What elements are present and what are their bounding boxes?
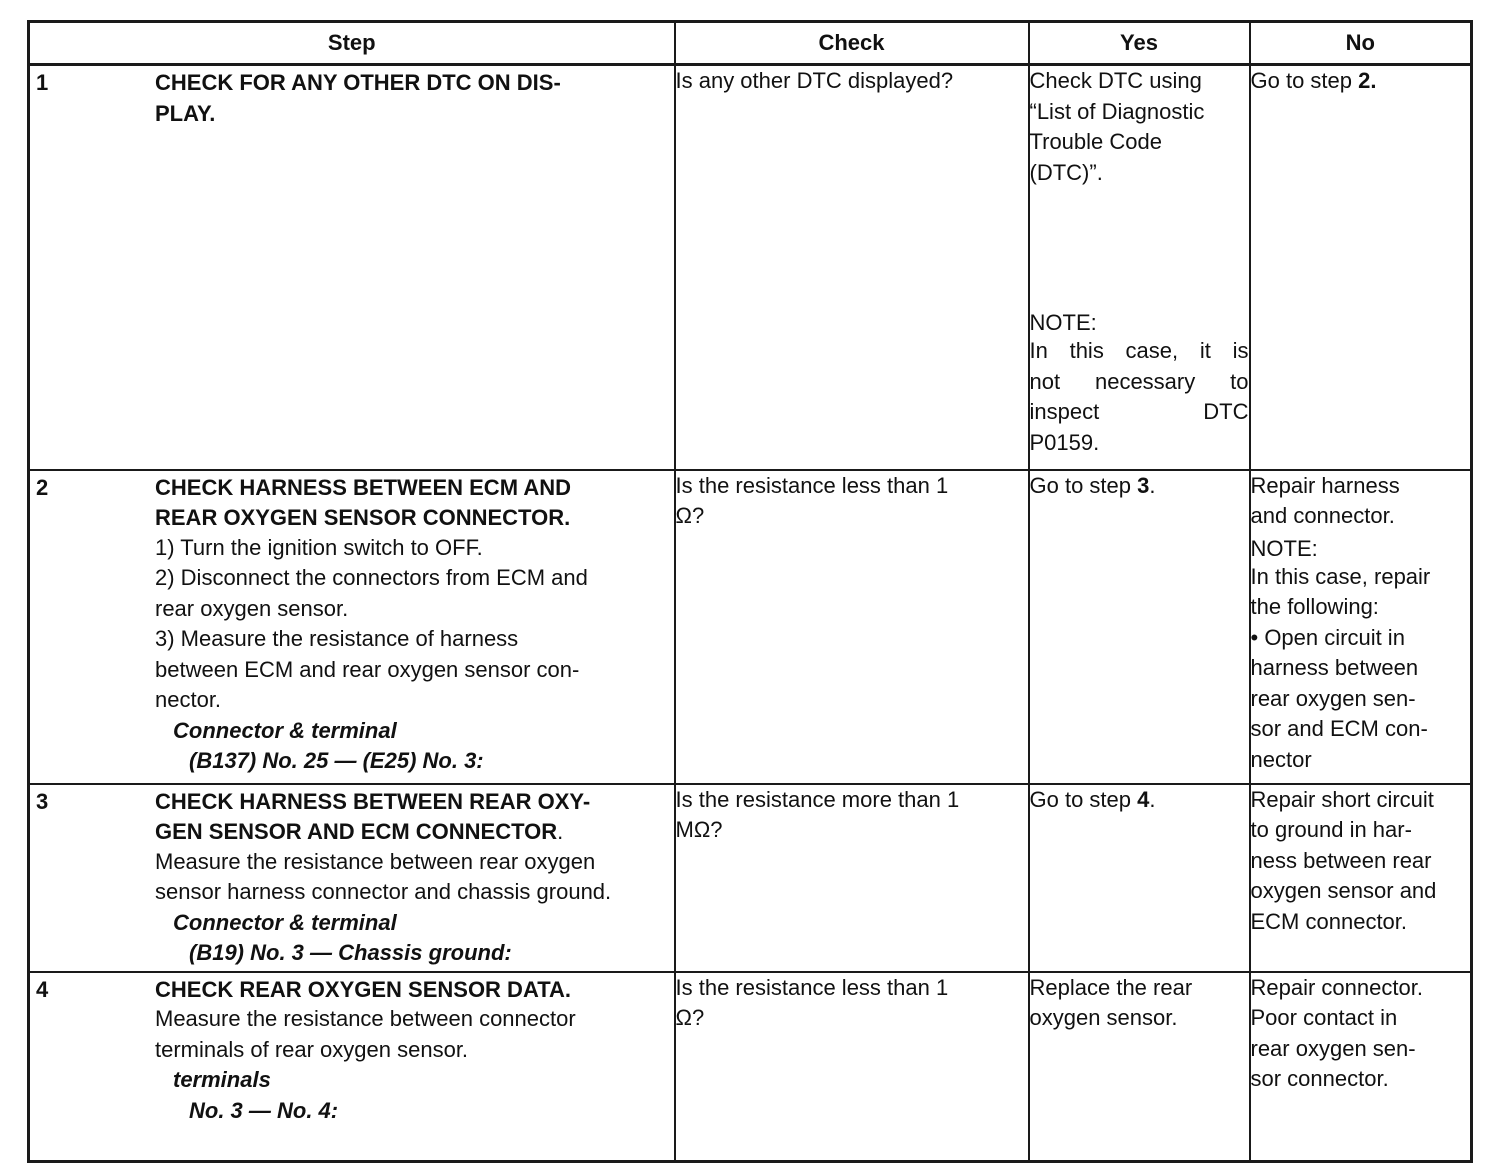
step-instruction: 2) Disconnect the connectors from ECM and [155,565,588,590]
no-text: ECM connector. [1250,908,1408,934]
note-text: In this case, it is [1029,338,1249,363]
check-text: Ω? [675,1005,705,1030]
yes-text: “List of Diagnostic [1029,98,1205,124]
terminal-label: terminals [173,1067,271,1092]
step-instruction: between ECM and rear oxygen sensor con- [155,656,580,682]
header-yes: Yes [1029,22,1250,65]
yes-cell [1029,65,1250,470]
yes-text: Check DTC using [1029,68,1202,93]
step-title: CHECK HARNESS BETWEEN REAR OXY- [155,788,591,814]
step-instruction: Measure the resistance between rear oxygen [155,848,596,874]
diagnostic-table [27,20,1473,1163]
check-text: Is the resistance more than 1 [675,786,960,812]
no-text: rear oxygen sen- [1250,685,1416,711]
no-text: Go to step 2. [1250,68,1377,93]
no-cell [1250,470,1472,784]
step-instruction: sensor harness connector and chassis ground. [155,879,612,904]
note-text: not necessary to [1029,368,1249,394]
table-row [29,470,1472,784]
step-instruction: terminals of rear oxygen sensor. [155,1036,469,1062]
check-text: MΩ? [675,817,723,842]
connector-value: (B19) No. 3 — Chassis ground: [189,940,512,965]
header-check: Check [675,22,1029,65]
no-text: nector [1250,746,1312,772]
connector-label: Connector & terminal [173,717,397,743]
no-text: ness between rear [1250,847,1432,873]
no-text: to ground in har- [1250,817,1412,842]
no-text: Repair connector. [1250,974,1423,1000]
step-title: REAR OXYGEN SENSOR CONNECTOR. [155,505,571,530]
yes-text: Go to step 4. [1029,786,1156,812]
yes-cell [1029,784,1250,972]
step-instruction: rear oxygen sensor. [155,595,349,621]
no-text: oxygen sensor and [1250,878,1437,903]
step-cell [29,784,675,972]
no-text: and connector. [1250,503,1395,528]
no-cell [1250,65,1472,470]
table-row [29,784,1472,972]
header-row [29,22,1472,65]
no-text: Repair short circuit [1250,786,1434,812]
check-text: Ω? [675,503,705,528]
no-text: sor connector. [1250,1066,1389,1091]
check-text: Is the resistance less than 1 [675,472,949,498]
yes-text: Go to step 3. [1029,472,1156,498]
terminal-value: No. 3 — No. 4: [189,1097,339,1123]
note-text: P0159. [1029,429,1100,455]
no-text: Poor contact in [1250,1005,1398,1030]
step-number: 2 [36,474,49,500]
step-title: CHECK FOR ANY OTHER DTC ON DIS- [155,70,561,95]
step-instruction: nector. [155,687,222,712]
header-step: Step [29,22,675,65]
note-text: inspect DTC [1029,399,1249,424]
check-cell [675,470,1029,784]
no-text: the following: [1250,594,1379,619]
no-text: In this case, repair [1250,563,1431,589]
step-number: 1 [36,70,49,95]
no-text: Repair harness [1250,472,1400,498]
step-number: 3 [36,788,49,814]
check-text: Is the resistance less than 1 [675,974,949,1000]
yes-text: oxygen sensor. [1029,1005,1178,1030]
step-cell [29,65,675,470]
table-row [29,972,1472,1162]
step-instruction: 3) Measure the resistance of harness [155,626,519,651]
no-text: harness between [1250,655,1419,680]
no-text: • Open circuit in [1250,624,1405,650]
check-text: Is any other DTC displayed? [675,68,954,93]
no-cell [1250,972,1472,1162]
check-cell [675,65,1029,470]
step-cell [29,972,675,1162]
check-cell [675,784,1029,972]
yes-cell [1029,972,1250,1162]
yes-text: Trouble Code [1029,129,1162,154]
header-no: No [1250,22,1472,65]
yes-text: Replace the rear [1029,974,1193,1000]
step-title: GEN SENSOR AND ECM CONNECTOR. [155,819,564,844]
check-cell [675,972,1029,1162]
step-instruction: 1) Turn the ignition switch to OFF. [155,534,483,560]
yes-text: (DTC)”. [1029,159,1103,185]
step-instruction: Measure the resistance between connector [155,1006,576,1031]
note-label: NOTE: [1250,535,1318,561]
step-number: 4 [36,976,49,1002]
step-title: CHECK REAR OXYGEN SENSOR DATA. [155,976,572,1002]
step-cell [29,470,675,784]
table-row [29,65,1472,470]
yes-cell [1029,470,1250,784]
no-cell [1250,784,1472,972]
no-text: sor and ECM con- [1250,716,1428,741]
step-title: PLAY. [155,100,216,126]
no-text: rear oxygen sen- [1250,1035,1416,1061]
step-title: CHECK HARNESS BETWEEN ECM AND [155,474,571,500]
connector-value: (B137) No. 25 — (E25) No. 3: [189,748,484,773]
note-label: NOTE: [1029,310,1097,335]
connector-label: Connector & terminal [173,909,397,935]
